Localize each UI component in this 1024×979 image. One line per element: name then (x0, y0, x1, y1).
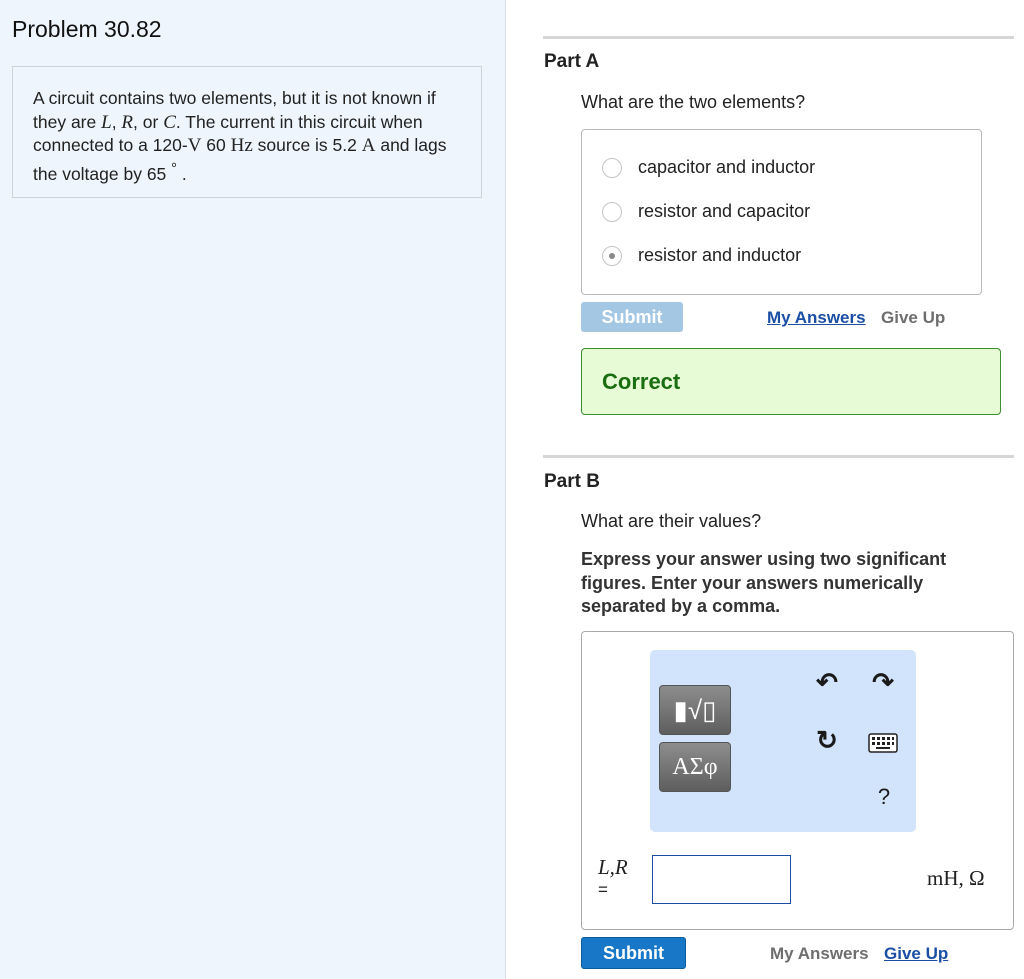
help-button[interactable]: ? (877, 784, 891, 809)
degree-symbol: ° (171, 160, 177, 177)
choice-label: capacitor and inductor (638, 157, 816, 177)
problem-text: , or (133, 111, 164, 132)
choice-resistor-capacitor[interactable] (602, 201, 810, 222)
choice-label: resistor and capacitor (638, 201, 811, 221)
unit-a: A (361, 135, 376, 156)
part-a-choices (581, 129, 982, 295)
problem-text: and lags the voltage by 65 (33, 135, 447, 184)
part-a-title: Part A (544, 51, 600, 72)
part-b-question: What are their values? (581, 511, 762, 531)
part-a-question: What are the two elements? (581, 92, 806, 112)
part-a-submit-button[interactable]: Submit (581, 302, 683, 332)
problem-panel (0, 0, 506, 979)
var-r: R (121, 111, 134, 133)
part-b-title: Part B (544, 471, 600, 492)
greek-symbols-button[interactable] (659, 742, 731, 792)
problem-text: 60 (201, 135, 231, 155)
radio-button-selected[interactable] (602, 246, 622, 266)
answer-variable-label: L,R (598, 855, 628, 879)
reset-icon[interactable]: ↻ (816, 725, 838, 755)
keyboard-icon[interactable] (868, 733, 898, 753)
part-b-my-answers-link[interactable]: My Answers (770, 944, 869, 963)
problem-text: source is 5.2 (252, 135, 362, 155)
math-toolbar (650, 650, 916, 832)
radio-button[interactable] (602, 158, 622, 178)
feedback-text: Correct (602, 369, 681, 394)
part-a-divider (543, 36, 1014, 39)
problem-text: . (177, 163, 187, 184)
answer-units: mH, Ω (927, 866, 985, 890)
problem-text: A circuit contains two elements, but it is not known if they are (33, 88, 436, 132)
templates-icon: ▮√▯ (673, 695, 717, 725)
part-b-instructions: Express your answer using two significant figures. Enter your answers numerically separated by a comma. (581, 549, 947, 616)
choice-capacitor-inductor[interactable] (602, 157, 815, 178)
templates-button[interactable] (659, 685, 731, 735)
problem-title: Problem 30.82 (12, 16, 162, 42)
redo-icon[interactable]: ↷ (872, 667, 894, 697)
problem-text: , (111, 111, 122, 132)
part-a-give-up-link[interactable]: Give Up (881, 308, 946, 327)
var-l: L (101, 111, 112, 133)
unit-v: V (187, 135, 202, 156)
part-b-give-up-link[interactable]: Give Up (884, 944, 949, 963)
problem-statement (12, 66, 482, 198)
part-b-submit-button[interactable]: Submit (581, 937, 686, 969)
choice-label: resistor and inductor (638, 245, 802, 265)
unit-hz: Hz (230, 135, 253, 156)
choice-resistor-inductor[interactable] (602, 245, 801, 266)
part-a-my-answers-link[interactable]: My Answers (767, 308, 866, 327)
radio-button[interactable] (602, 202, 622, 222)
problem-text: . The current in this circuit when connected to a 120- (33, 111, 423, 155)
greek-label: ΑΣφ (672, 754, 718, 780)
undo-icon[interactable]: ↶ (816, 667, 838, 697)
equals-sign: = (598, 880, 608, 899)
answer-input[interactable] (652, 855, 791, 904)
part-b-divider (543, 455, 1014, 458)
var-c: C (163, 111, 176, 133)
feedback-correct (581, 348, 1001, 415)
